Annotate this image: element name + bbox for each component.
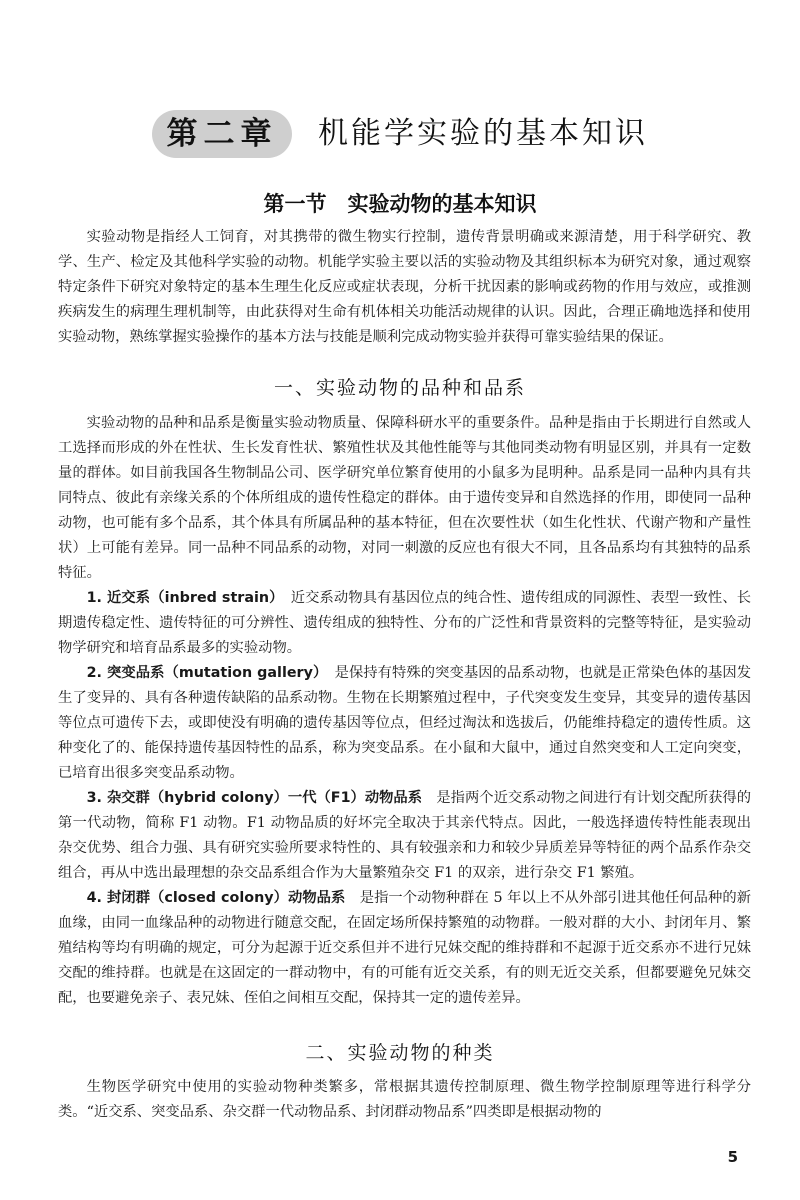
- item-heading: 3. 杂交群（hybrid colony）一代（F1）动物品系: [86, 790, 423, 806]
- item-closed-colony: [58, 886, 751, 1011]
- section-title: 第一节 实验动物的基本知识: [263, 192, 537, 216]
- item-heading: 1. 近交系（inbred strain）: [86, 590, 277, 606]
- chapter-heading: [0, 110, 800, 158]
- item-inbred-strain: [58, 586, 751, 661]
- item-body: 是指两个近交系动物之间进行有计划交配所获得的第一代动物，简称 F1 动物。F1 动物品质的好坏完全取决于其亲代特点。因此，一般选择遗传特性能表现出杂交优势、组合力强、具有研究实验所要求特性的、具有较强亲和力和较少异质差异等特征的两个品系作杂交组合，再从中选出最理想的杂交品系组合作为大量繁殖杂交 F1 的双亲，进行杂交 F1 繁殖。: [58, 790, 752, 881]
- item-body: 是保持有特殊的突变基因的品系动物，也就是正常染色体的基因发生了变异的、具有各种遗传缺陷的品系动物。生物在长期繁殖过程中，子代突变发生变异，其变异的遗传基因等位点可遗传下去，或即使没有明确的遗传基因等位点，但经过淘汰和选拔后，仍能维持稳定的遗传性质。这种变化了的、能保持遗传基因特性的品系，称为突变品系。在小鼠和大鼠中，通过自然突变和人工定向突变，已培育出很多突变品系动物。: [58, 665, 752, 781]
- subsection-title-1: 一、实验动物的品种和品系: [273, 377, 526, 399]
- intro-block: [58, 225, 751, 350]
- page-number: 5: [727, 1148, 738, 1166]
- item-heading: 4. 封闭群（closed colony）动物品系: [86, 890, 346, 906]
- chapter-title: 机能学实验的基本知识: [318, 116, 648, 151]
- part2-block: [58, 1075, 751, 1125]
- part1-intro-paragraph: 实验动物的品种和品系是衡量实验动物质量、保障科研水平的重要条件。品种是指由于长期进行自然或人工选择而形成的外在性状、生长发育性状、繁殖性状及其他性能等与其他同类动物有明显区别，并具有一定数量的群体。如目前我国各生物制品公司、医学研究单位繁育使用的小鼠多为昆明种。品系是同一品种内具有共同特点、彼此有亲缘关系的个体所组成的遗传性稳定的群体。由于遗传变异和自然选择的作用，即使同一品种动物，也可能有多个品系，其个体具有所属品种的基本特征，但在次要性状（如生化性状、代谢产物和产量性状）上可能有差异。同一品种不同品系的动物，对同一刺激的反应也有很大不同，且各品系均有其独特的品系特征。: [58, 415, 751, 581]
- part2-intro-paragraph: 生物医学研究中使用的实验动物种类繁多，常根据其遗传控制原理、微生物学控制原理等进行科学分类。“近交系、突变品系、杂交群一代动物品系、封闭群动物品系”四类即是根据动物的: [58, 1079, 751, 1120]
- chapter-number-badge: 第二章: [152, 110, 292, 158]
- item-mutation-gallery: [58, 661, 751, 786]
- item-body: 近交系动物具有基因位点的纯合性、遗传组成的同源性、表型一致性、长期遗传稳定性、遗传特征的可分辨性、遗传组成的独特性、分布的广泛性和背景资料的完整等特征，是实验动物学研究和培育品系最多的实验动物。: [58, 590, 752, 656]
- part1-block: [58, 411, 751, 1011]
- item-body: 是指一个动物种群在 5 年以上不从外部引进其他任何品种的新血缘，由同一血缘品种的动物进行随意交配，在固定场所保持繁殖的动物群。一般对群的大小、封闭年月、繁殖结构等均有明确的规定，可分为起源于近交系但并不进行兄妹交配的维持群和不起源于近交系亦不进行兄妹交配的维持群。也就是在这固定的一群动物中，有的可能有近交关系，有的则无近交关系，但都要避免兄妹交配，也要避免亲子、表兄妹、侄伯之间相互交配，保持其一定的遗传差异。: [58, 890, 752, 1006]
- item-hybrid-colony: [58, 786, 751, 886]
- subsection-title-2: 二、实验动物的种类: [305, 1042, 495, 1064]
- item-heading: 2. 突变品系（mutation gallery）: [86, 665, 321, 681]
- intro-paragraph: 实验动物是指经人工饲育，对其携带的微生物实行控制，遗传背景明确或来源清楚，用于科学研究、教学、生产、检定及其他科学实验的动物。机能学实验主要以活的实验动物及其组织标本为研究对象，通过观察特定条件下研究对象特定的基本生理生化反应或症状表现，分析干扰因素的影响或药物的作用与效应，或推测疾病发生的病理生理机制等，由此获得对生命有机体相关功能活动规律的认识。因此，合理正确地选择和使用实验动物，熟练掌握实验操作的基本方法与技能是顺利完成动物实验并获得可靠实验结果的保证。: [58, 229, 751, 345]
